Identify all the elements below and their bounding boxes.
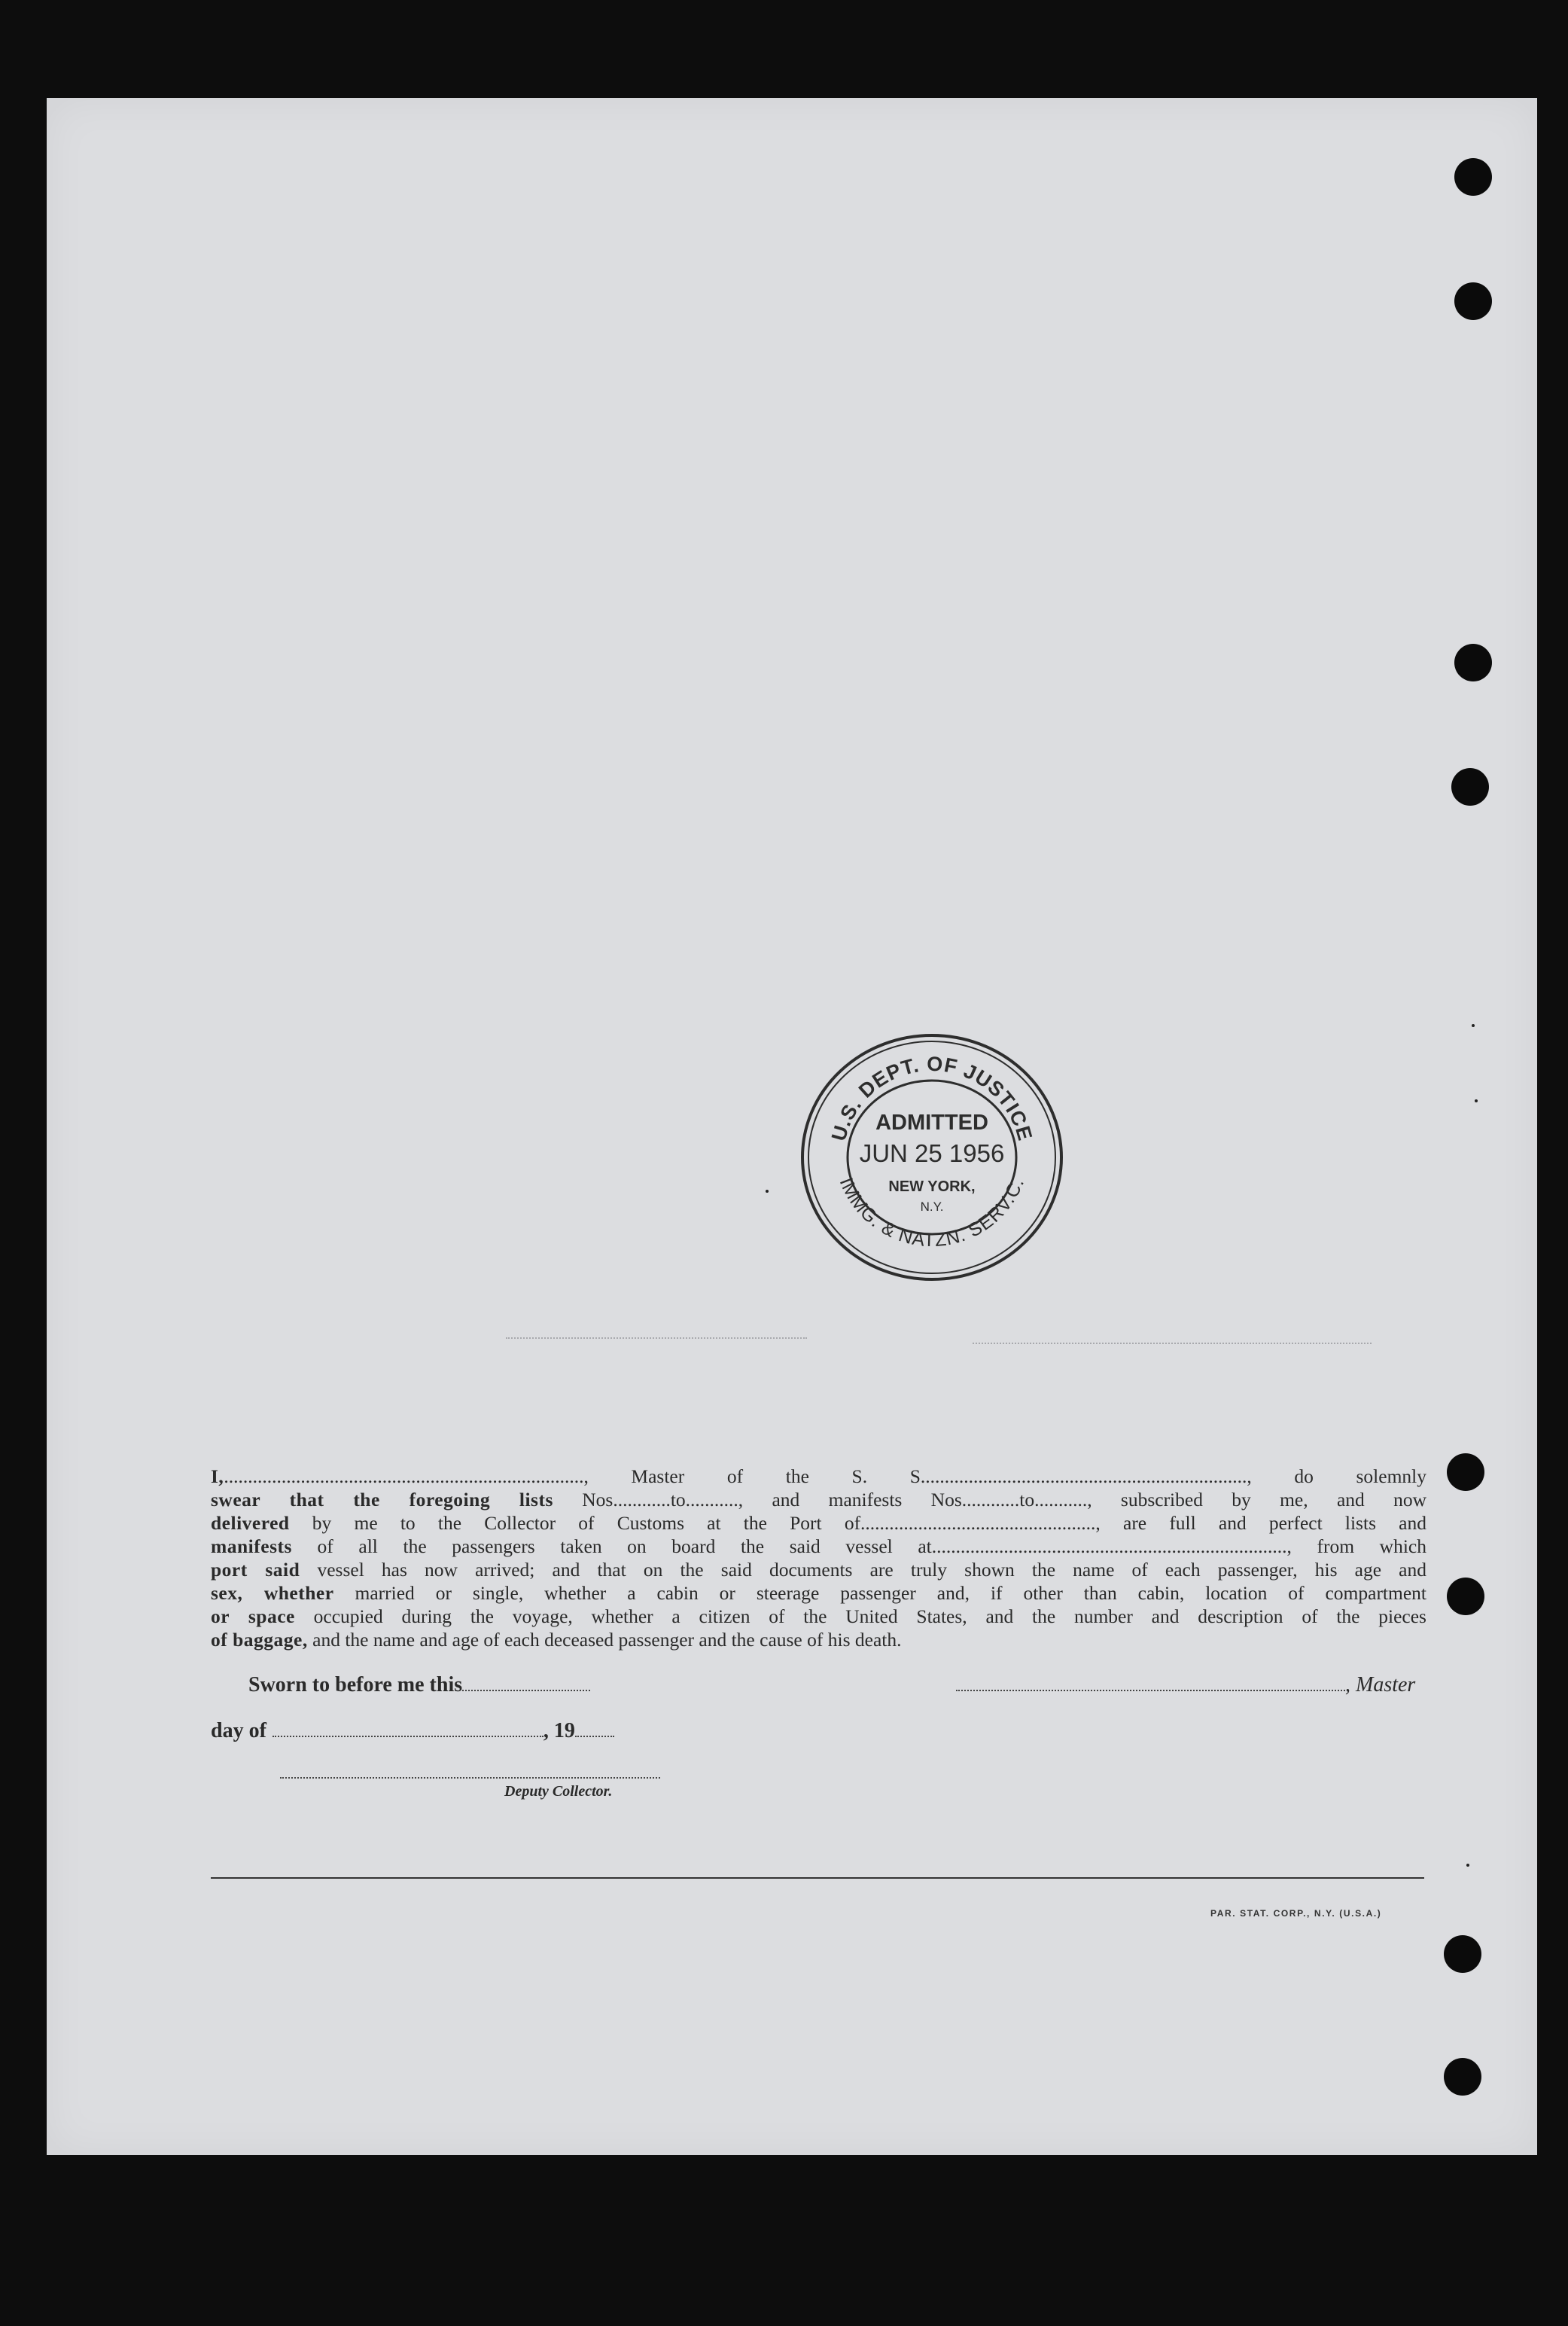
oath-line <box>211 1558 1426 1581</box>
stamp-city: NEW YORK, <box>888 1178 976 1195</box>
faint-dotted-trace <box>506 1337 807 1340</box>
stamp-status: ADMITTED <box>875 1111 988 1135</box>
oath-line-text: ..........................................................................., Master of the S. S...................................................................., do solemnly <box>224 1465 1426 1487</box>
oath-line <box>211 1511 1426 1535</box>
master-signature-line <box>956 1673 1415 1697</box>
oath-line-lead: sex, whether <box>211 1582 334 1604</box>
oath-line <box>211 1628 1426 1651</box>
punch-hole <box>1451 768 1489 806</box>
year-prefix: , 19 <box>543 1719 575 1742</box>
oath-line-text: vessel has now arrived; and that on the said documents are truly shown the name of each passenger, his age and <box>300 1559 1426 1581</box>
day-of-line <box>211 1719 614 1743</box>
printer-imprint: PAR. STAT. CORP., N.Y. (U.S.A.) <box>1210 1908 1382 1919</box>
admitted-stamp <box>796 1028 1067 1284</box>
deputy-signature-blank[interactable] <box>280 1776 660 1779</box>
oath-line-lead: port said <box>211 1559 300 1581</box>
speck <box>1466 1864 1469 1867</box>
deputy-signature-line <box>280 1761 660 1785</box>
speck <box>766 1190 769 1193</box>
punch-hole <box>1447 1578 1484 1615</box>
document-page <box>47 98 1537 2155</box>
speck <box>1472 1024 1475 1027</box>
stamp-outer-bottom: IMMG. & NATZN. SERV.C. <box>835 1175 1029 1251</box>
punch-hole <box>1444 2058 1481 2096</box>
punch-hole <box>1454 644 1492 681</box>
day-of-blank[interactable] <box>272 1735 543 1737</box>
oath-line-lead: swear that the foregoing lists <box>211 1489 553 1511</box>
oath-line <box>211 1605 1426 1628</box>
speck <box>1475 1099 1478 1102</box>
deputy-collector-label: Deputy Collector. <box>504 1783 613 1800</box>
oath-line-lead: of baggage, <box>211 1629 308 1651</box>
oath-line-text: occupied during the voyage, whether a citizen of the United States, and the number and description of the pieces <box>294 1605 1426 1627</box>
master-signature-blank[interactable] <box>956 1689 1345 1691</box>
sworn-date-blank[interactable] <box>462 1689 590 1691</box>
year-blank[interactable] <box>575 1735 614 1737</box>
oath-line-text: married or single, whether a cabin or steerage passenger and, if other than cabin, location of compartment <box>333 1582 1427 1604</box>
oath-line-text: Nos............to..........., and manifests Nos............to..........., subscribed by me, and now <box>553 1489 1426 1511</box>
oath-line-lead: I, <box>211 1465 224 1487</box>
punch-hole <box>1454 158 1492 196</box>
stamp-state: N.Y. <box>920 1200 944 1214</box>
punch-hole <box>1447 1453 1484 1491</box>
master-oath-paragraph <box>211 1465 1426 1651</box>
oath-line <box>211 1581 1426 1605</box>
oath-line-text: and the name and age of each deceased passenger and the cause of his death. <box>307 1629 902 1651</box>
oath-line <box>211 1465 1426 1488</box>
oath-line-text: of all the passengers taken on board the said vessel at.........................................................................., from which <box>291 1535 1426 1557</box>
punch-hole <box>1454 282 1492 320</box>
oath-line <box>211 1535 1426 1558</box>
oath-line-lead: or space <box>211 1605 295 1627</box>
sworn-label: Sworn to before me this <box>248 1673 463 1696</box>
oath-line-text: by me to the Collector of Customs at the Port of................................................., are full and perfect lists and <box>289 1512 1426 1534</box>
day-of-label: day of <box>211 1719 266 1742</box>
stamp-date: JUN 25 1956 <box>859 1139 1005 1167</box>
punch-hole <box>1444 1935 1481 1973</box>
sworn-line <box>248 1673 590 1697</box>
oath-line-lead: manifests <box>211 1535 292 1557</box>
oath-line-lead: delivered <box>211 1512 290 1534</box>
oath-line <box>211 1488 1426 1511</box>
stamp-outer-top: U.S. DEPT. OF JUSTICE <box>827 1052 1037 1144</box>
bottom-rule <box>211 1877 1424 1879</box>
faint-dotted-trace <box>973 1343 1372 1346</box>
master-label: , Master <box>1345 1673 1416 1696</box>
